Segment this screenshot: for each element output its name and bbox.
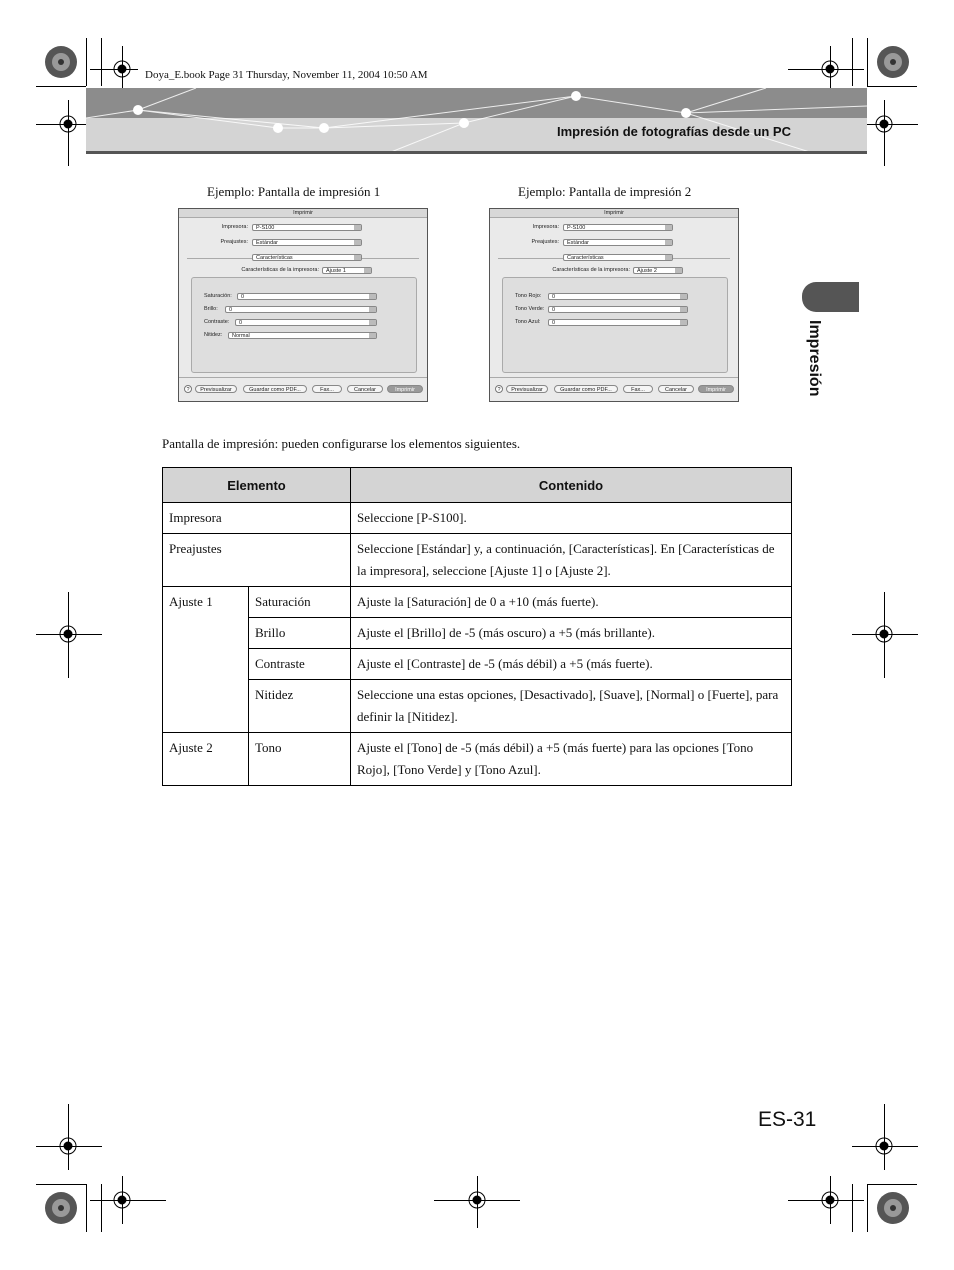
help-icon[interactable]: ? <box>184 385 192 393</box>
content-cell: Ajuste el [Contraste] de -5 (más débil) a +5 (más fuerte). <box>351 649 792 680</box>
table-row <box>163 649 792 680</box>
network-lines-icon <box>86 88 867 154</box>
subitem-cell: Nitidez <box>249 680 351 733</box>
fax-button[interactable]: Fax... <box>312 385 342 393</box>
sharpness-select[interactable]: Normal <box>228 332 377 339</box>
preview-button[interactable]: Previsualizar <box>195 385 237 393</box>
field-label: Brillo: <box>204 306 218 312</box>
saturation-select[interactable]: 0 <box>237 293 377 300</box>
features-label: Características de la impresora: <box>241 267 319 273</box>
dialog-title: Imprimir <box>179 209 427 218</box>
content-cell: Seleccione [Estándar] y, a continuación, [Características]. En [Características de la impresora], seleccione [Ajuste 1] o [Ajuste 2]. <box>351 534 792 587</box>
dialog-title: Imprimir <box>490 209 738 218</box>
content-cell: Ajuste la [Saturación] de 0 a +10 (más fuerte). <box>351 587 792 618</box>
page-number: ES-31 <box>758 1108 817 1131</box>
printer-select[interactable]: P-S100 <box>563 224 673 231</box>
red-tone-select[interactable]: 0 <box>548 293 688 300</box>
table-row <box>163 618 792 649</box>
save-pdf-button[interactable]: Guardar como PDF... <box>243 385 307 393</box>
header-item: Elemento <box>163 468 351 503</box>
item-cell: Impresora <box>163 503 351 534</box>
settings-panel <box>502 277 728 373</box>
section-title: Impresión de fotografías desde un PC <box>556 124 791 139</box>
features-select[interactable]: Ajuste 1 <box>322 267 372 274</box>
contrast-select[interactable]: 0 <box>235 319 377 326</box>
side-tab-label: Impresión <box>806 320 823 397</box>
presets-label: Preajustes: <box>531 239 559 245</box>
printer-label: Impresora: <box>221 224 248 230</box>
printer-label: Impresora: <box>532 224 559 230</box>
subitem-cell: Saturación <box>249 587 351 618</box>
preview-button[interactable]: Previsualizar <box>506 385 548 393</box>
item-cell: Ajuste 1 <box>163 587 249 733</box>
print-dialog-1 <box>178 208 428 402</box>
field-label: Saturación: <box>204 293 232 299</box>
header-banner <box>86 88 867 154</box>
print-button[interactable]: Imprimir <box>698 385 734 393</box>
brightness-select[interactable]: 0 <box>225 306 377 313</box>
field-label: Tono Azul: <box>515 319 541 325</box>
subitem-cell: Contraste <box>249 649 351 680</box>
print-button[interactable]: Imprimir <box>387 385 423 393</box>
green-tone-select[interactable]: 0 <box>548 306 688 313</box>
print-dialog-2 <box>489 208 739 402</box>
content-cell: Seleccione [P-S100]. <box>351 503 792 534</box>
features-select[interactable]: Ajuste 2 <box>633 267 683 274</box>
field-label: Contraste: <box>204 319 230 325</box>
item-cell: Ajuste 2 <box>163 733 249 786</box>
fax-button[interactable]: Fax... <box>623 385 653 393</box>
table-row <box>163 587 792 618</box>
features-label: Características de la impresora: <box>552 267 630 273</box>
presets-select[interactable]: Estándar <box>563 239 673 246</box>
field-label: Nitidez: <box>204 332 223 338</box>
subitem-cell: Brillo <box>249 618 351 649</box>
table-row <box>163 534 792 587</box>
example-caption-2: Ejemplo: Pantalla de impresión 2 <box>518 184 692 199</box>
settings-table <box>162 467 792 786</box>
field-label: Tono Verde: <box>515 306 545 312</box>
save-pdf-button[interactable]: Guardar como PDF... <box>554 385 618 393</box>
header-content: Contenido <box>351 468 792 503</box>
presets-select[interactable]: Estándar <box>252 239 362 246</box>
print-info: Doya_E.book Page 31 Thursday, November 11, 2004 10:50 AM <box>145 69 428 81</box>
cancel-button[interactable]: Cancelar <box>658 385 694 393</box>
content-cell: Seleccione una estas opciones, [Desactivado], [Suave], [Normal] o [Fuerte], para definir la [Nitidez]. <box>351 680 792 733</box>
content-cell: Ajuste el [Tono] de -5 (más débil) a +5 (más fuerte) para las opciones [Tono Rojo], [Tono Verde] y [Tono Azul]. <box>351 733 792 786</box>
table-row <box>163 680 792 733</box>
table-row <box>163 733 792 786</box>
table-header-row <box>163 468 792 503</box>
cancel-button[interactable]: Cancelar <box>347 385 383 393</box>
item-cell: Preajustes <box>163 534 351 587</box>
settings-panel <box>191 277 417 373</box>
subitem-cell: Tono <box>249 733 351 786</box>
intro-text: Pantalla de impresión: pueden configurarse los elementos siguientes. <box>162 436 521 451</box>
blue-tone-select[interactable]: 0 <box>548 319 688 326</box>
section-select[interactable]: Características <box>563 254 673 261</box>
example-caption-1: Ejemplo: Pantalla de impresión 1 <box>207 184 381 199</box>
printer-select[interactable]: P-S100 <box>252 224 362 231</box>
side-tab <box>802 282 859 312</box>
content-cell: Ajuste el [Brillo] de -5 (más oscuro) a +5 (más brillante). <box>351 618 792 649</box>
help-icon[interactable]: ? <box>495 385 503 393</box>
field-label: Tono Rojo: <box>515 293 542 299</box>
presets-label: Preajustes: <box>220 239 248 245</box>
section-select[interactable]: Características <box>252 254 362 261</box>
table-row <box>163 503 792 534</box>
